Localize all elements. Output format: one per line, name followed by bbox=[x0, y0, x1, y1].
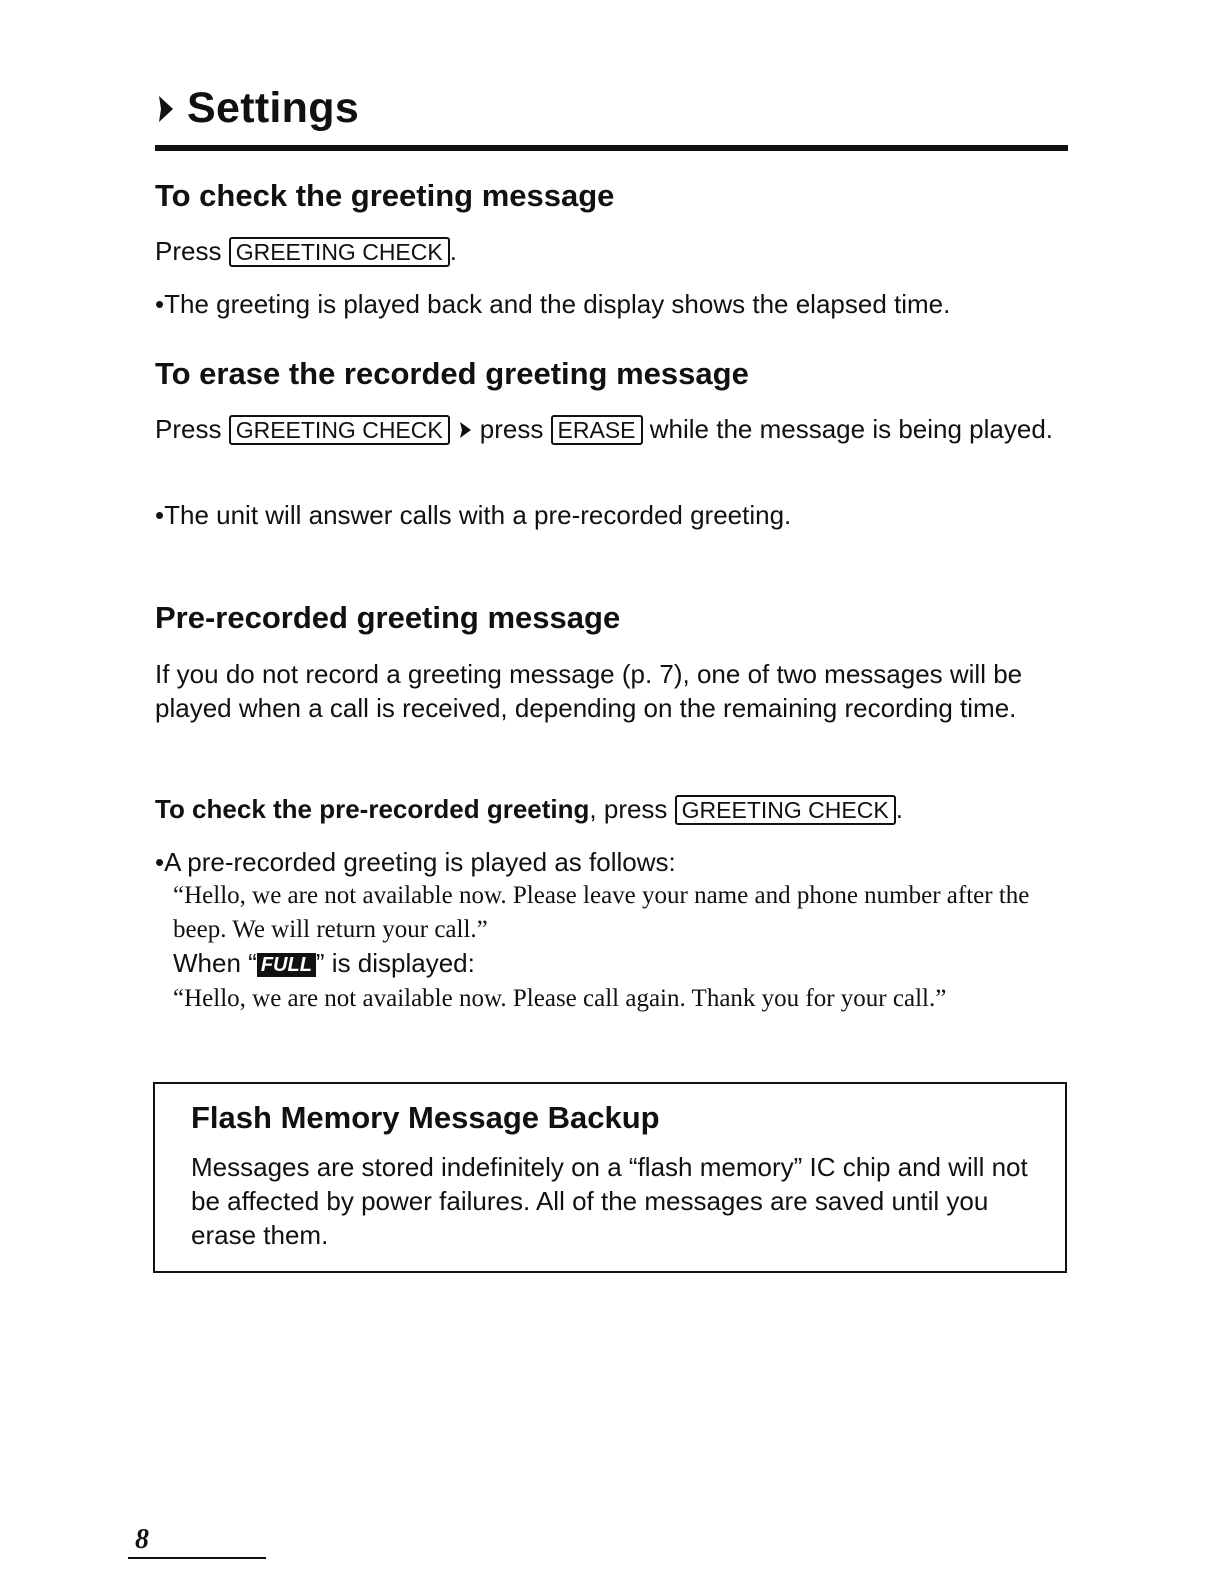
flash-memory-box bbox=[153, 1082, 1067, 1273]
greeting-check-key: GREETING CHECK bbox=[229, 237, 450, 267]
check-greeting-note: •The greeting is played back and the display shows the elapsed time. bbox=[155, 289, 951, 319]
page-title-text: Settings bbox=[187, 84, 360, 132]
erase-key: ERASE bbox=[551, 415, 643, 445]
check-greeting-instruction: Press GREETING CHECK . bbox=[155, 236, 457, 266]
check-greeting-heading: To check the greeting message bbox=[155, 178, 615, 213]
erase-greeting-heading: To erase the recorded greeting message bbox=[155, 356, 749, 391]
flash-memory-text: Messages are stored indefinitely on a “flash memory” IC chip and will not be affected by power failures. All of the messages are saved until you erase them. bbox=[191, 1152, 1028, 1250]
full-indicator-icon: FULL bbox=[257, 953, 316, 977]
greeting-message-2: “Hello, we are not available now. Please call again. Thank you for your call.” bbox=[173, 985, 947, 1012]
prerecorded-heading: Pre-recorded greeting message bbox=[155, 600, 621, 635]
full-display-condition: When “ FULL ” is displayed: bbox=[173, 948, 475, 978]
greeting-check-key: GREETING CHECK bbox=[675, 795, 896, 825]
arrow-right-icon bbox=[155, 94, 175, 124]
page-title bbox=[155, 84, 359, 133]
title-divider bbox=[155, 145, 1068, 151]
page-number-divider bbox=[128, 1557, 266, 1559]
prerecorded-intro: If you do not record a greeting message (p. 7), one of two messages will be played when a call is received, depending on the remaining recording time. bbox=[155, 659, 1023, 723]
page-number: 8 bbox=[135, 1524, 149, 1555]
bullet-icon: • bbox=[155, 847, 165, 877]
erase-greeting-instruction: Press GREETING CHECK press ERASE while the message is being played. bbox=[155, 414, 1054, 444]
bullet-icon: • bbox=[155, 500, 165, 530]
bullet-icon: • bbox=[155, 289, 165, 319]
prerecorded-check-instruction: To check the pre-recorded greeting, press GREETING CHECK . bbox=[155, 794, 903, 824]
greeting-check-key: GREETING CHECK bbox=[229, 415, 450, 445]
greeting-message-1: “Hello, we are not available now. Please leave your name and phone number after the beep. We will return your call.” bbox=[173, 882, 1030, 943]
prerecorded-bullet: •A pre-recorded greeting is played as follows: bbox=[155, 847, 676, 877]
erase-greeting-note: •The unit will answer calls with a pre-recorded greeting. bbox=[155, 500, 792, 530]
flash-memory-title: Flash Memory Message Backup bbox=[191, 1100, 660, 1135]
arrow-right-icon bbox=[458, 421, 472, 439]
